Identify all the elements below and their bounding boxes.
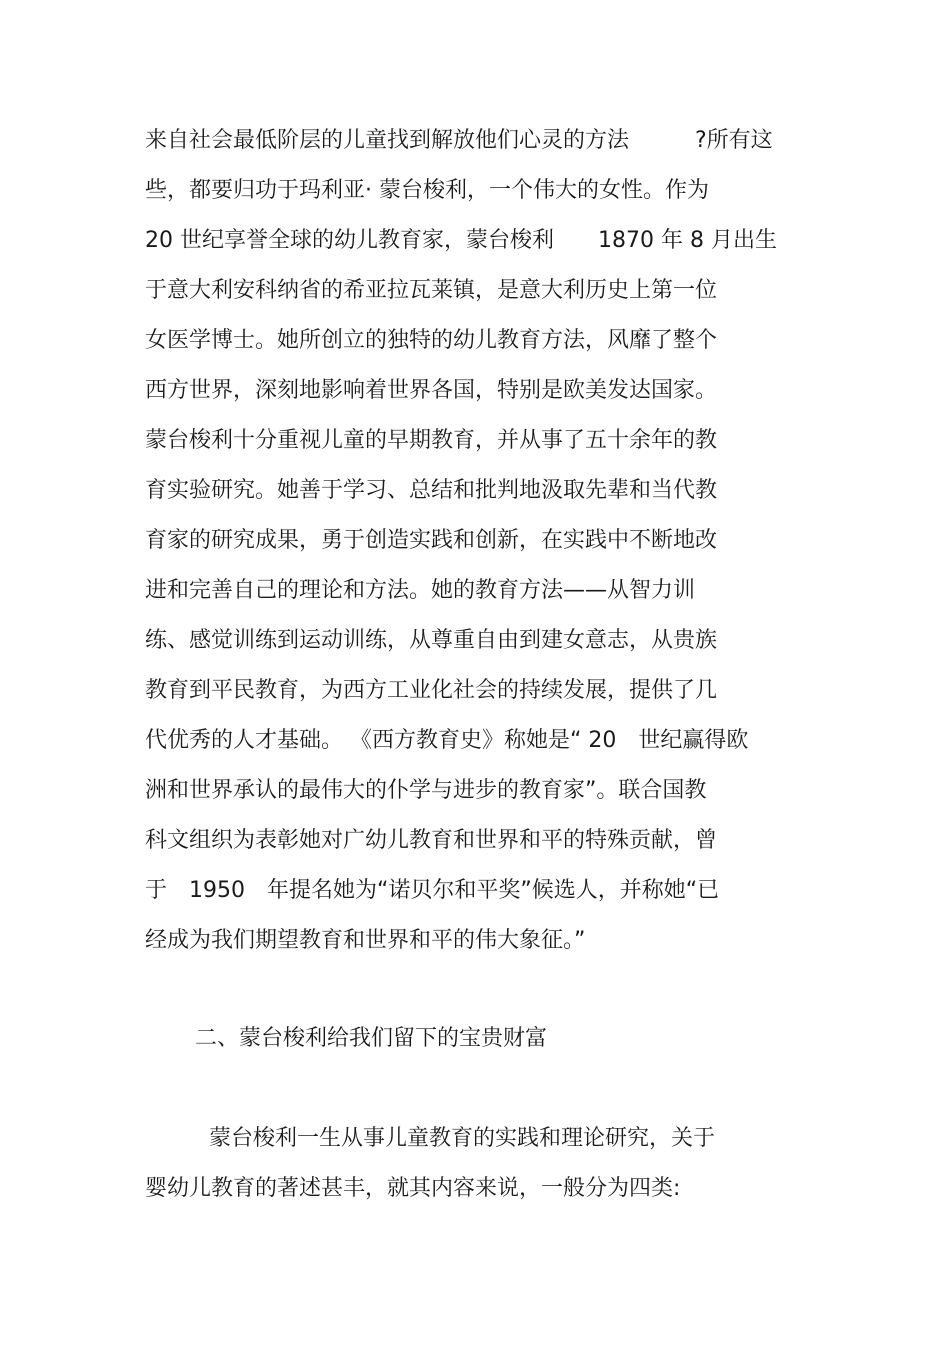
text-line: 经成为我们期望教育和世界和平的伟大象征。” — [145, 928, 586, 953]
section-heading: 二、蒙台梭利给我们留下的宝贵财富 — [195, 1026, 548, 1051]
text-line: 代优秀的人才基础。 《西方教育史》称她是“ 20 世纪赢得欧 — [145, 728, 749, 753]
text-line: 些，都要归功于玛利亚· 蒙台梭利，一个伟大的女性。作为 — [145, 178, 709, 203]
text-line: 女医学博士。她所创立的独特的幼儿教育方法，风靡了整个 — [145, 328, 718, 353]
text-line: 科文组织为表彰她对广幼儿教育和世界和平的特殊贡献，曾 — [145, 828, 718, 853]
text-line: 洲和世界承认的最伟大的仆学与进步的教育家”。联合国教 — [145, 778, 707, 803]
text-line: 育实验研究。她善于学习、总结和批判地汲取先辈和当代教 — [145, 478, 718, 503]
text-line: 来自社会最低阶层的儿童找到解放他们心灵的方法 ?所有这 — [145, 128, 773, 153]
text-line: 蒙台梭利一生从事儿童教育的实践和理论研究，关于 — [209, 1126, 716, 1151]
text-line: 于意大利安科纳省的希亚拉瓦莱镇，是意大利历史上第一位 — [145, 278, 718, 303]
text-line: 20 世纪享誉全球的幼儿教育家，蒙台梭利 1870 年 8 月出生 — [145, 228, 777, 253]
text-line: 西方世界，深刻地影响着世界各国，特别是欧美发达国家。 — [145, 378, 718, 403]
text-line: 于 1950 年提名她为“诺贝尔和平奖”候选人，并称她“已 — [145, 878, 720, 903]
text-line: 练、感觉训练到运动训练，从尊重自由到建女意志，从贵族 — [145, 628, 718, 653]
text-line: 进和完善自己的理论和方法。她的教育方法——从智力训 — [145, 578, 696, 603]
text-line: 婴幼儿教育的著述甚丰，就其内容来说，一般分为四类: — [145, 1176, 681, 1201]
text-line: 教育到平民教育，为西方工业化社会的持续发展，提供了几 — [145, 678, 718, 703]
text-line: 蒙台梭利十分重视儿童的早期教育，并从事了五十余年的教 — [145, 428, 718, 453]
text-line: 育家的研究成果，勇于创造实践和创新，在实践中不断地改 — [145, 528, 718, 553]
